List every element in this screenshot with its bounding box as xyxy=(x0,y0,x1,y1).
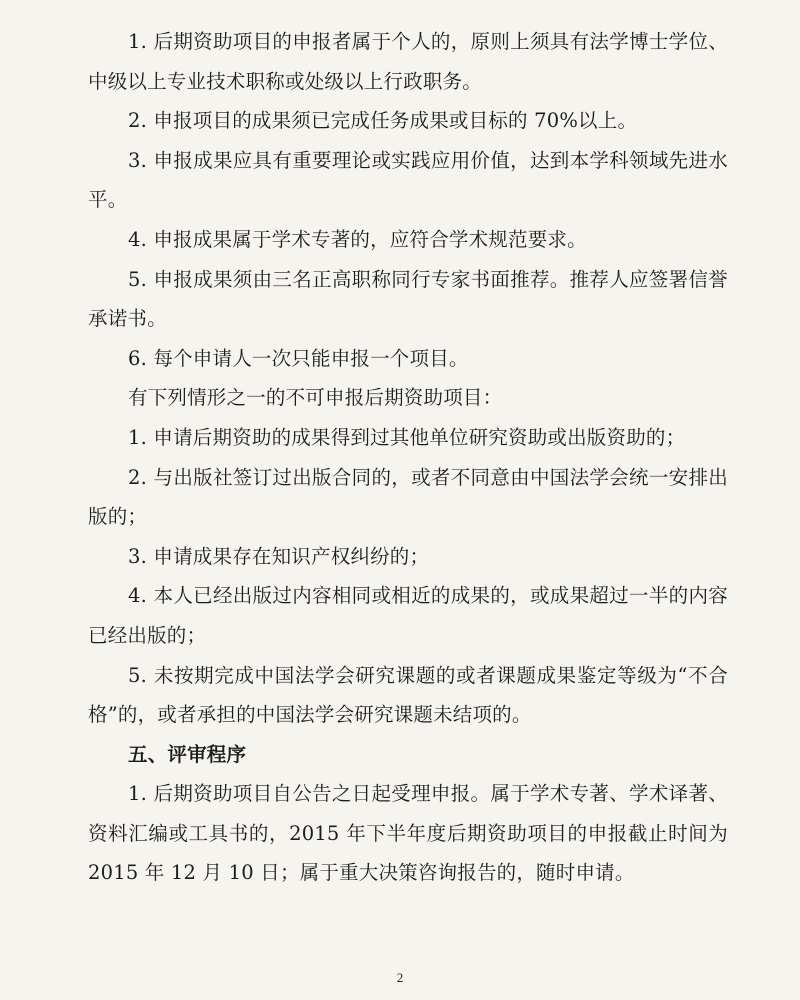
paragraph-exclusion-4: 4. 本人已经出版过内容相同或相近的成果的，或成果超过一半的内容已经出版的； xyxy=(88,584,728,647)
paragraph-requirement-2: 2. 申报项目的成果须已完成任务成果或目标的 70%以上。 xyxy=(128,109,638,133)
section-heading: 五、评审程序 xyxy=(128,742,247,766)
paragraph-requirement-4: 4. 申报成果属于学术专著的，应符合学术规范要求。 xyxy=(128,227,587,251)
paragraph-exclusion-3: 3. 申请成果存在知识产权纠纷的； xyxy=(128,544,430,568)
paragraph-exclusion-intro: 有下列情形之一的不可申报后期资助项目： xyxy=(128,386,503,410)
paragraph-exclusion-1: 1. 申请后期资助的成果得到过其他单位研究资助或出版资助的； xyxy=(128,425,686,449)
paragraph-requirement-5: 5. 申报成果须由三名正高职称同行专家书面推荐。推荐人应签署信誉承诺书。 xyxy=(88,267,728,331)
page-number: 2 xyxy=(396,970,404,985)
paragraph-exclusion-2: 2. 与出版社签订过出版合同的，或者不同意由中国法学会统一安排出版的； xyxy=(88,465,728,529)
document-body xyxy=(88,22,728,893)
paragraph-requirement-3: 3. 申报成果应具有重要理论或实践应用价值，达到本学科领域先进水平。 xyxy=(88,148,728,212)
paragraph-exclusion-5: 5. 未按期完成中国法学会研究课题的或者课题成果鉴定等级为“不合格”的，或者承担的中国法学会研究课题未结项的。 xyxy=(88,663,728,727)
paragraph-review-1: 1. 后期资助项目自公告之日起受理申报。属于学术专著、学术译著、资料汇编或工具书的，2015 年下半年度后期资助项目的申报截止时间为 2015 年 12 月 10 日；属于重大决策咨询报告的，随时申请。 xyxy=(88,782,728,885)
paragraph-requirement-1: 1. 后期资助项目的申报者属于个人的，原则上须具有法学博士学位、中级以上专业技术职称或处级以上行政职务。 xyxy=(88,30,728,93)
paragraph-requirement-6: 6. 每个申请人一次只能申报一个项目。 xyxy=(128,346,469,370)
